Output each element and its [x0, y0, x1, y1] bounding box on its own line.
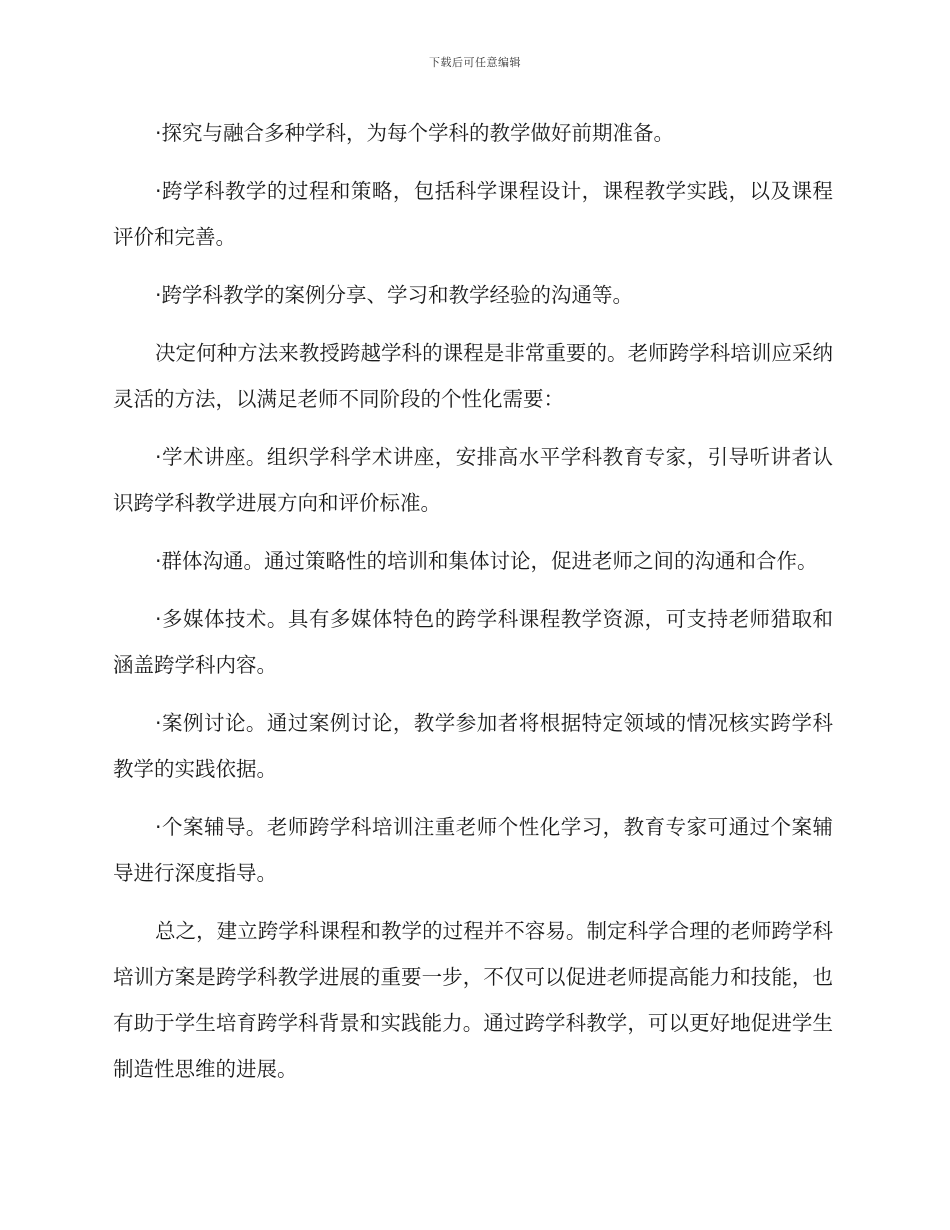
paragraph-methods-intro: 决定何种方法来教授跨越学科的课程是非常重要的。老师跨学科培训应采纳灵活的方法，以满足老师不同阶段的个性化需要： — [113, 341, 833, 411]
paragraph-method-tutoring: ·个案辅导。老师跨学科培训注重老师个性化学习，教育专家可通过个案辅导进行深度指导。 — [113, 815, 833, 885]
paragraph-method-group: ·群体沟通。通过策略性的培训和集体讨论，促进老师之间的沟通和合作。 — [155, 549, 818, 573]
paragraph-conclusion: 总之，建立跨学科课程和教学的过程并不容易。制定科学合理的老师跨学科培训方案是跨学科教学进展的重要一步，不仅可以促进老师提高能力和技能，也有助于学生培育跨学科背景和实践能力。通过跨学科教学，可以更好地促进学生制造性思维的进展。 — [113, 919, 833, 1081]
paragraph-method-multimedia: ·多媒体技术。具有多媒体特色的跨学科课程教学资源，可支持老师猎取和涵盖跨学科内容。 — [113, 607, 833, 677]
paragraph-bullet-2: ·跨学科教学的过程和策略，包括科学课程设计，课程教学实践，以及课程评价和完善。 — [113, 179, 833, 249]
paragraph-method-case: ·案例讨论。通过案例讨论，教学参加者将根据特定领域的情况核实跨学科教学的实践依据。 — [113, 711, 833, 781]
page-header: 下载后可任意编辑 — [429, 56, 521, 69]
paragraph-bullet-1: ·探究与融合多种学科，为每个学科的教学做好前期准备。 — [155, 121, 675, 145]
paragraph-bullet-3: ·跨学科教学的案例分享、学习和教学经验的沟通等。 — [155, 283, 634, 307]
paragraph-method-lecture: ·学术讲座。组织学科学术讲座，安排高水平学科教育专家，引导听讲者认识跨学科教学进展方向和评价标准。 — [113, 445, 833, 515]
document-body — [113, 110, 833, 1104]
